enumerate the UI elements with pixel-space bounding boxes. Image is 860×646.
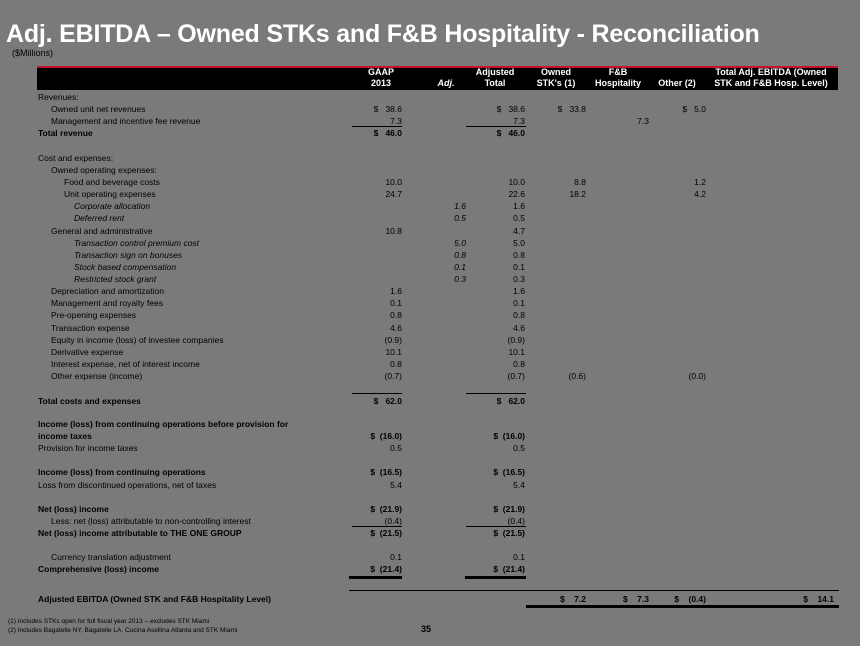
row-label: Management and royalty fees [51,298,163,308]
cell-adjusted: 0.1 [513,262,525,272]
cell-gaap: 24.7 [385,189,402,199]
row-label: Total revenue [38,128,93,138]
cell-adjusted: $ (16.0) [493,431,525,441]
cell-adjusted: 10.0 [508,177,525,187]
cell-adjusted: 22.6 [508,189,525,199]
cell-adjusted: 1.6 [513,201,525,211]
row-label: Stock based compensation [74,262,177,272]
cell-adjusted: 0.8 [513,359,525,369]
cell-gaap: (0.7) [384,371,402,381]
row-label: Derivative expense [51,347,124,357]
column-header-adjusted: Total [484,78,506,88]
cell-adjusted: 1.6 [513,286,525,296]
cell-adjusted: 0.1 [513,552,525,562]
cell-adjusted: $ (21.4) [493,564,525,574]
cell-adjusted: $ 38.6 [496,104,525,114]
row-label: Net (loss) income [38,504,109,514]
cell-adj: 1.6 [454,201,466,211]
row-label: Restricted stock grant [74,274,157,284]
cell-adjusted: (0.4) [507,516,525,526]
row-label: Other expense (income) [51,371,143,381]
row-label: Net (loss) income attributable to THE ONE GROUP [38,528,242,538]
cell-owned: (0.6) [568,371,586,381]
cell-other: $ 5.0 [682,104,706,114]
cell-other: (0.0) [688,371,706,381]
cell-gaap: 5.4 [390,480,402,490]
cell-adjusted: 5.0 [513,238,525,248]
cell-gaap: 0.1 [390,298,402,308]
row-label: income taxes [38,431,92,441]
cell-gaap: $ (16.5) [370,467,402,477]
row-label: Food and beverage costs [64,177,160,187]
cell-other: 4.2 [694,189,706,199]
column-header-other: Other (2) [658,78,696,88]
column-header-gaap: GAAP [367,67,394,77]
cell-fb: 7.3 [637,116,649,126]
cell-adjusted: 5.4 [513,480,525,490]
cell-adjusted: $ (16.5) [493,467,525,477]
cell-adjusted: 7.3 [513,116,525,126]
cell-adj: 0.3 [454,274,466,284]
cell-other: 1.2 [694,177,706,187]
double-rule [526,605,839,608]
cell-other: $ (0.4) [674,594,706,604]
rule-line [352,526,402,527]
cell-adjusted: 0.3 [513,274,525,284]
row-label: Total costs and expenses [38,396,141,406]
page-number: 35 [421,624,432,634]
row-label: Cost and expenses: [38,153,114,163]
row-label: Income (loss) from continuing operations [38,467,206,477]
double-rule [349,576,402,579]
cell-owned: $ 7.2 [560,594,586,604]
row-label: Deferred rent [74,213,125,223]
column-header-total: STK and F&B Hosp. Level) [714,78,828,88]
row-label: Transaction control premium cost [74,238,200,248]
row-label: Transaction expense [51,323,130,333]
row-label: Owned operating expenses: [51,165,157,175]
cell-adj: 0.1 [454,262,466,272]
row-label: Pre-opening expenses [51,310,137,320]
cell-gaap: 0.8 [390,310,402,320]
cell-gaap: (0.4) [384,516,402,526]
cell-adjusted: $ 62.0 [496,396,525,406]
row-label: Depreciation and amortization [51,286,164,296]
row-label: Adjusted EBITDA (Owned STK and F&B Hospitality Level) [38,594,271,604]
column-header-adj: Adj. [437,78,455,88]
cell-adjusted: 0.8 [513,250,525,260]
cell-adjusted: (0.7) [507,371,525,381]
cell-gaap: 0.8 [390,359,402,369]
cell-gaap: $ (21.9) [370,504,402,514]
rule-line [352,126,402,127]
cell-gaap: 4.6 [390,323,402,333]
column-header-total: Total Adj. EBITDA (Owned [715,67,827,77]
cell-adj: 0.5 [454,213,466,223]
row-label: Revenues: [38,92,79,102]
cell-adjusted: $ (21.9) [493,504,525,514]
rule-line [466,526,526,527]
cell-adjusted: 0.5 [513,443,525,453]
cell-adj: 5.0 [454,238,466,248]
cell-gaap: $ 38.6 [373,104,402,114]
cell-gaap: 0.1 [390,552,402,562]
cell-gaap: $ (21.4) [370,564,402,574]
row-label: Provision for income taxes [38,443,138,453]
cell-gaap: 0.5 [390,443,402,453]
cell-adjusted: $ (21.5) [493,528,525,538]
cell-gaap: $ (16.0) [370,431,402,441]
row-label: Transaction sign on bonuses [74,250,183,260]
rule-line [466,126,526,127]
footnote-1: (1) Includes STKs open for full fiscal year 2013 – excludes STK Miami [8,618,210,625]
cell-adjusted: 0.8 [513,310,525,320]
column-header-owned: Owned [540,67,571,77]
cell-adjusted: 0.5 [513,213,525,223]
row-label: Corporate allocation [74,201,151,211]
cell-adjusted: $ 46.0 [496,128,525,138]
row-label: Income (loss) from continuing operations before provision for [38,419,289,429]
cell-adj: 0.8 [454,250,466,260]
cell-adjusted: (0.9) [507,335,525,345]
cell-fb: $ 7.3 [623,594,649,604]
row-label: Owned unit net revenues [51,104,146,114]
row-label: Less: net (loss) attributable to non-controlling interest [51,516,251,526]
cell-gaap: 10.8 [385,226,402,236]
cell-gaap: 10.1 [385,347,402,357]
cell-gaap: 7.3 [390,116,402,126]
row-label: Currency translation adjustment [51,552,172,562]
cell-gaap: 10.0 [385,177,402,187]
column-header-fb: F&B [608,67,628,77]
cell-gaap: $ (21.5) [370,528,402,538]
row-label: Loss from discontinued operations, net of taxes [38,480,217,490]
row-label: Management and incentive fee revenue [51,116,201,126]
cell-adjusted: 10.1 [508,347,525,357]
units-subtitle: ($Millions) [12,48,54,58]
cell-owned: $ 33.8 [557,104,586,114]
rule-line [352,393,402,394]
double-rule [465,576,526,579]
cell-total: $ 14.1 [803,594,834,604]
cell-adjusted: 0.1 [513,298,525,308]
rule-line [466,393,526,394]
row-label: Comprehensive (loss) income [38,564,159,574]
row-label: General and administrative [51,226,153,236]
row-label: Interest expense, net of interest income [51,359,200,369]
footnote-2: (2) Includes Bagatelle NY, Bagatelle LA, Cucina Asellina Atlanta and STK Miami [8,627,238,634]
cell-gaap: $ 46.0 [373,128,402,138]
cell-gaap: 1.6 [390,286,402,296]
row-label: Unit operating expenses [64,189,156,199]
rule-line [349,590,839,591]
column-header-gaap: 2013 [370,78,392,88]
cell-gaap: (0.9) [384,335,402,345]
cell-owned: 8.8 [574,177,586,187]
column-header-owned: STK's (1) [536,78,576,88]
cell-owned: 18.2 [569,189,586,199]
cell-adjusted: 4.7 [513,226,525,236]
row-label: Equity in income (loss) of investee companies [51,335,224,345]
cell-adjusted: 4.6 [513,323,525,333]
page-title: Adj. EBITDA – Owned STKs and F&B Hospitality - Reconciliation [6,20,760,48]
column-header-adjusted: Adjusted [475,67,515,77]
column-header-fb: Hospitality [594,78,641,88]
cell-gaap: $ 62.0 [373,396,402,406]
